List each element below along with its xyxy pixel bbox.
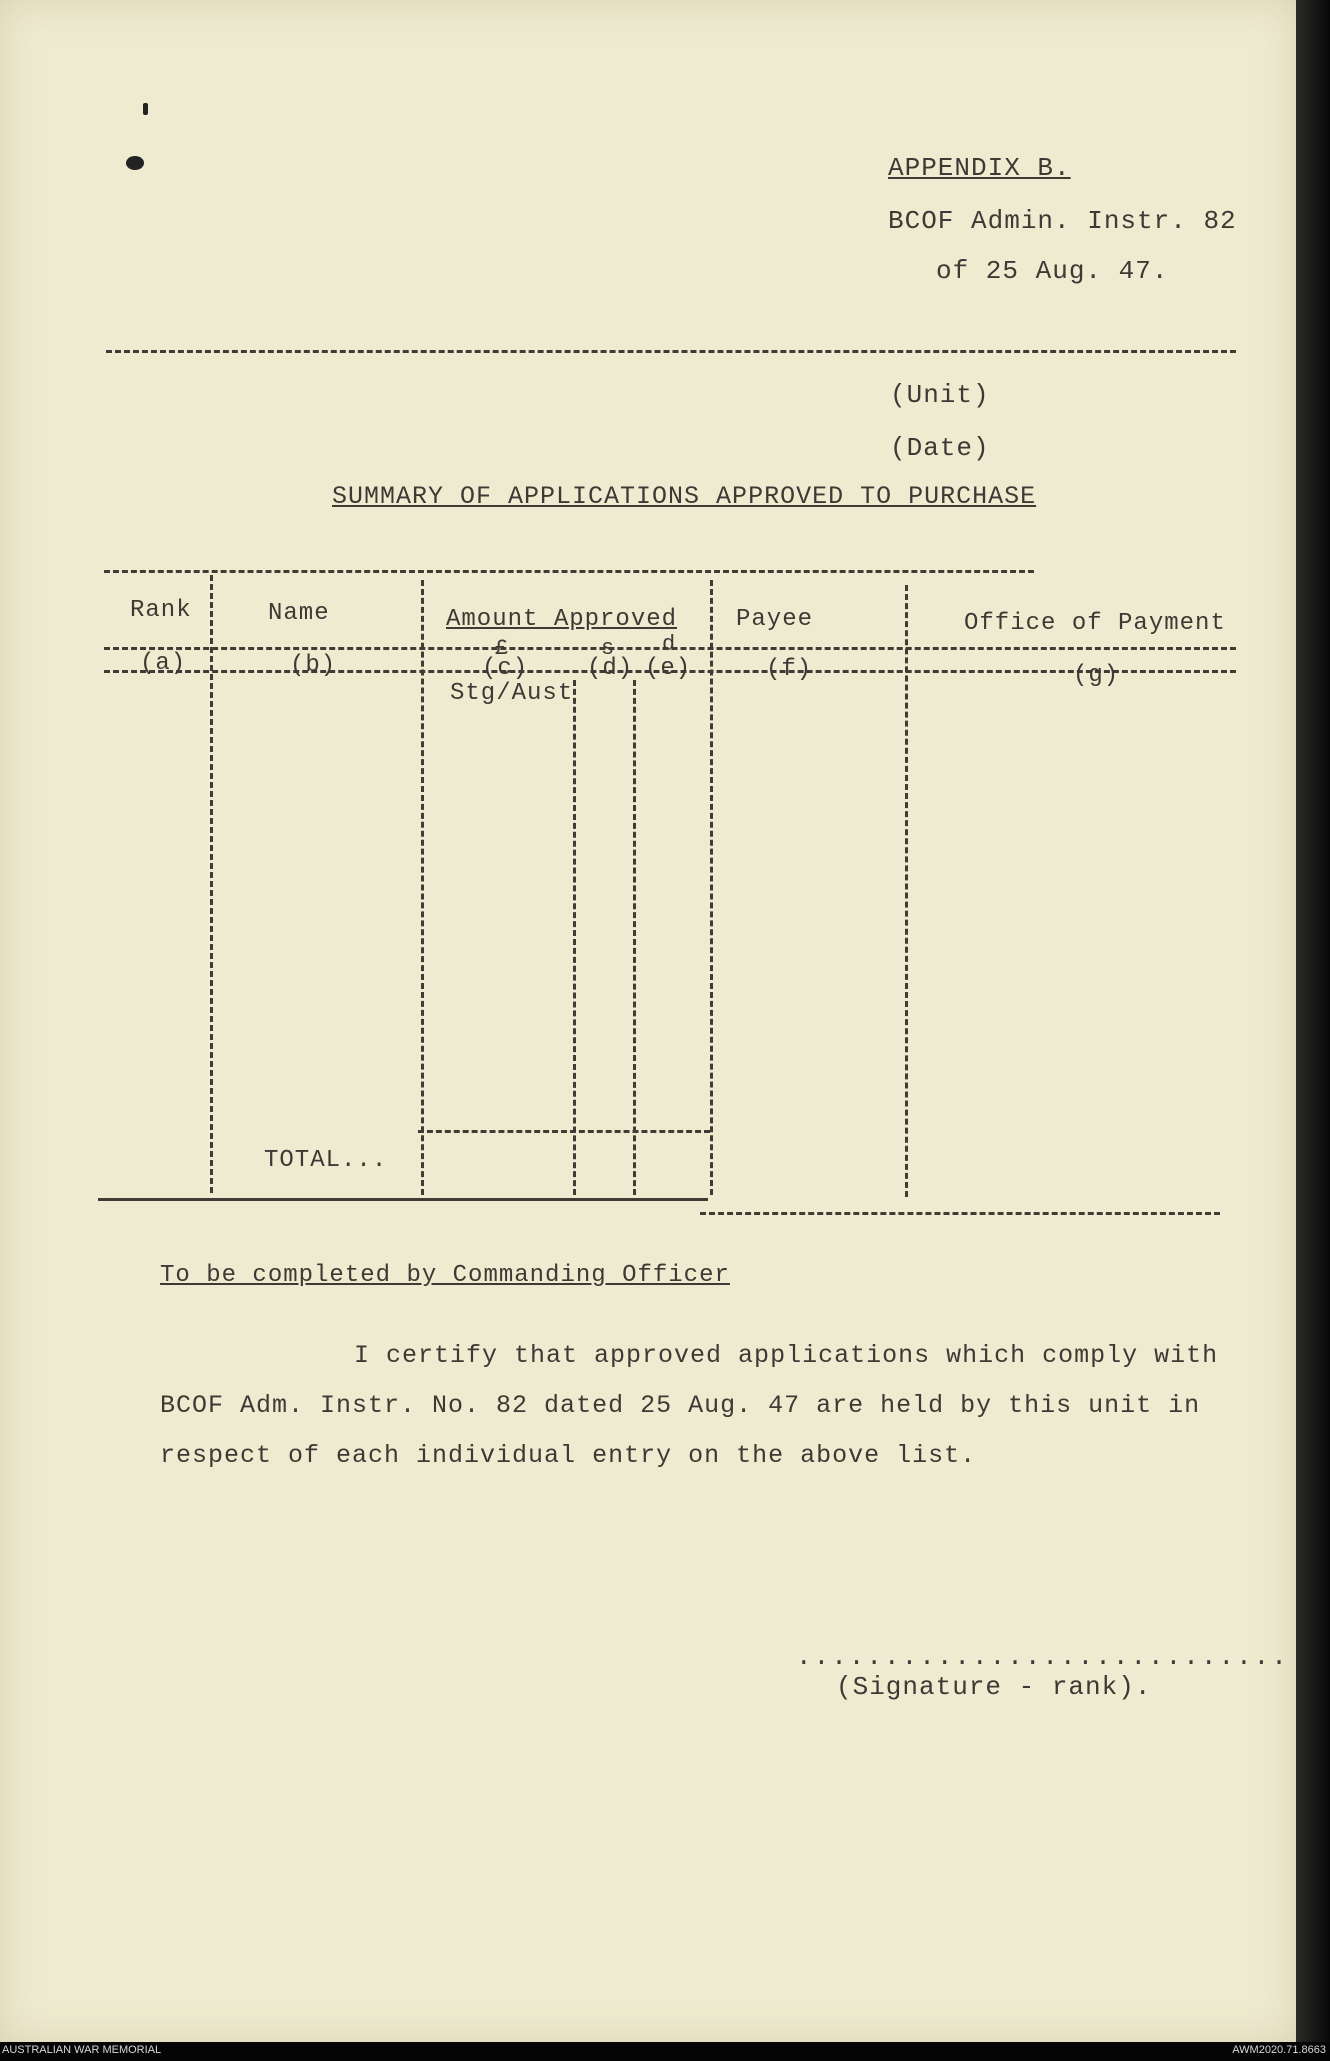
header-name: Name bbox=[268, 600, 330, 627]
code-c: (c) bbox=[482, 655, 529, 682]
date-ref: of 25 Aug. 47. bbox=[936, 256, 1169, 286]
header-rank: Rank bbox=[130, 597, 192, 624]
total-rule bbox=[418, 1130, 710, 1133]
unit-pence: d bbox=[662, 632, 677, 657]
certification-line-2: BCOF Adm. Instr. No. 82 dated 25 Aug. 47 are held by this unit in bbox=[160, 1391, 1201, 1420]
header-office: Office of Payment bbox=[964, 610, 1226, 637]
code-g: (g) bbox=[1073, 662, 1120, 689]
ink-mark bbox=[143, 103, 148, 115]
certification-heading: To be completed by Commanding Officer bbox=[160, 1262, 730, 1289]
form-title: SUMMARY OF APPLICATIONS APPROVED TO PURCHASE bbox=[332, 482, 1037, 511]
unit-field: (Unit) bbox=[890, 380, 990, 410]
signature-line: ............................ bbox=[796, 1642, 1289, 1672]
table-bottom-border-right bbox=[700, 1212, 1220, 1215]
date-field: (Date) bbox=[890, 433, 990, 463]
footer-left: AUSTRALIAN WAR MEMORIAL bbox=[2, 2044, 162, 2056]
appendix-label: APPENDIX B. bbox=[888, 153, 1071, 183]
header-payee: Payee bbox=[736, 606, 814, 633]
certification-line-1: I certify that approved applications which comply with bbox=[354, 1341, 1219, 1370]
col-divider-pound-shilling bbox=[573, 680, 576, 1195]
code-e: (e) bbox=[645, 655, 692, 682]
table-top-border bbox=[104, 570, 1034, 573]
col-divider-payee-office bbox=[905, 585, 908, 1197]
unit-shilling: s bbox=[601, 636, 616, 661]
signature-label: (Signature - rank). bbox=[836, 1672, 1152, 1702]
footer-right: AWM2020.71.8663 bbox=[1232, 2044, 1326, 2056]
code-d: (d) bbox=[587, 655, 634, 682]
unit-pound: £ bbox=[495, 636, 510, 661]
top-divider bbox=[106, 350, 1236, 353]
certification-line-3: respect of each individual entry on the above list. bbox=[160, 1441, 977, 1470]
currency-label: Stg/Aust bbox=[450, 680, 574, 707]
col-divider-rank-name bbox=[210, 575, 213, 1193]
header-amount: Amount Approved bbox=[446, 606, 678, 633]
code-b: (b) bbox=[290, 652, 337, 679]
col-divider-amount-payee bbox=[710, 580, 713, 1195]
instruction-ref: BCOF Admin. Instr. 82 bbox=[888, 206, 1237, 236]
code-a: (a) bbox=[140, 650, 187, 677]
col-divider-shilling-pence bbox=[633, 680, 636, 1195]
code-f: (f) bbox=[766, 656, 813, 683]
col-divider-name-amount bbox=[421, 580, 424, 1195]
page-edge bbox=[1296, 0, 1330, 2042]
table-bottom-border bbox=[98, 1198, 708, 1201]
total-label: TOTAL... bbox=[264, 1147, 388, 1174]
ink-mark bbox=[126, 156, 144, 170]
